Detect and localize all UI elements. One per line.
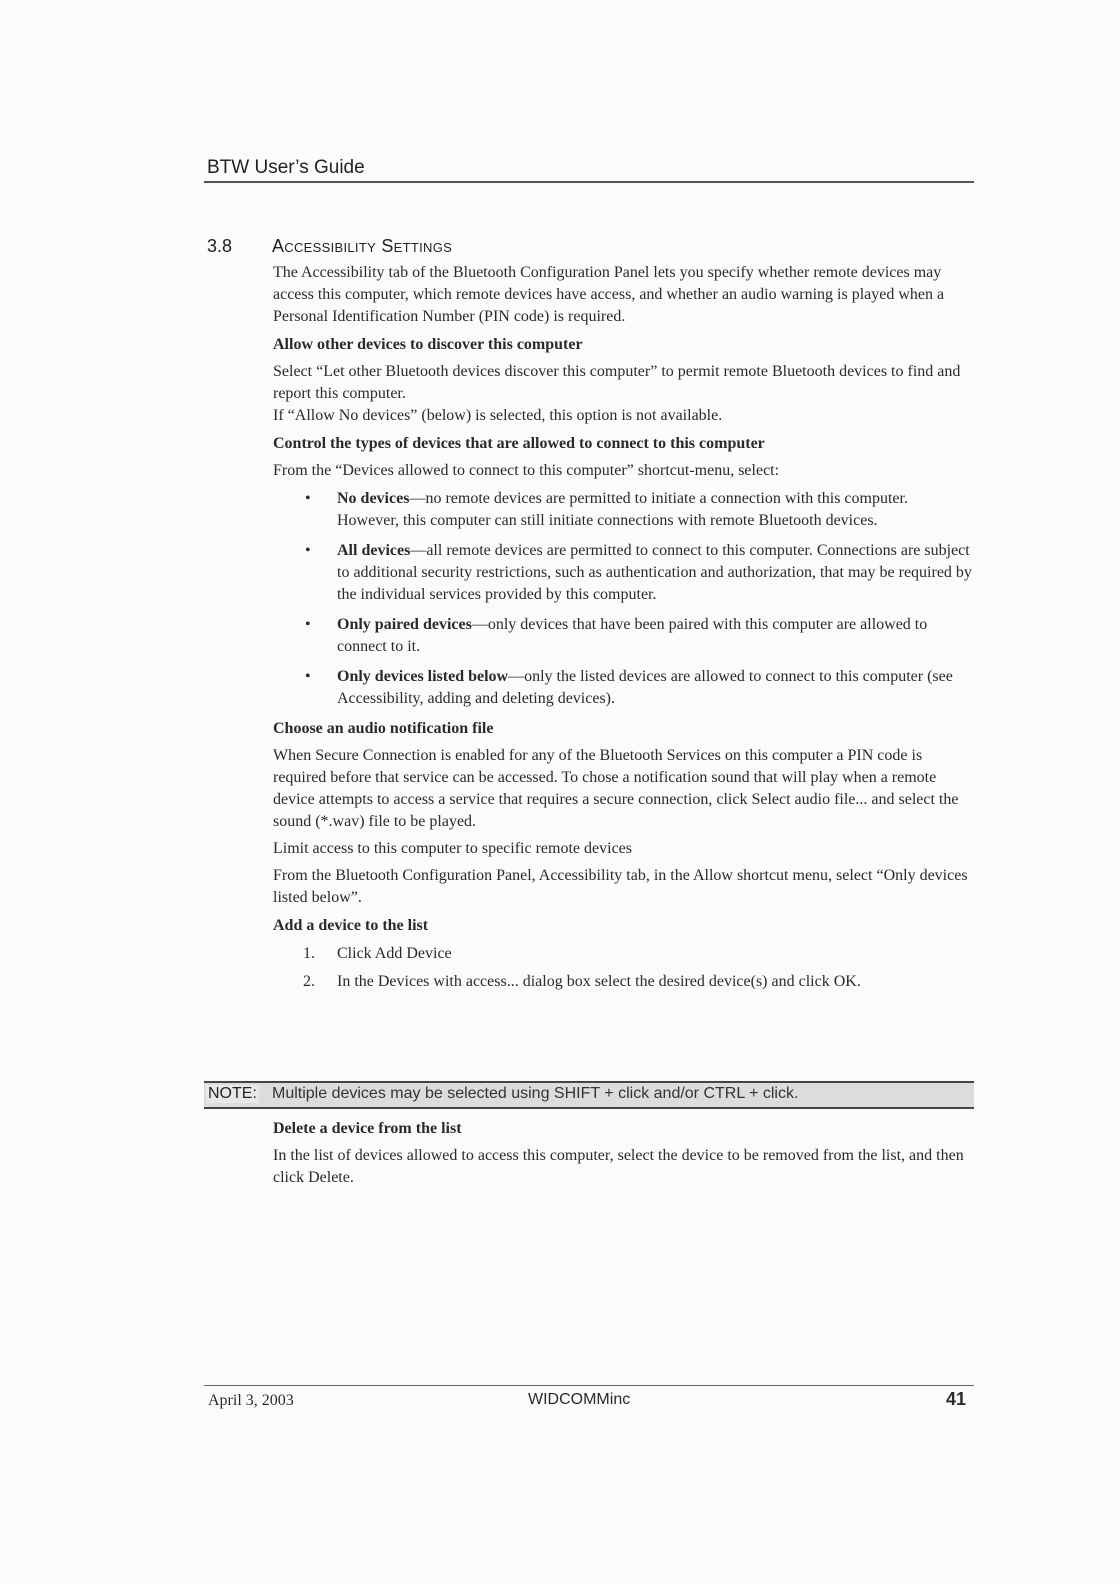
- limit-heading: Limit access to this computer to specific remote devices: [273, 840, 632, 857]
- footer-date: April 3, 2003: [208, 1392, 294, 1409]
- running-header: BTW User’s Guide: [207, 157, 365, 178]
- list-item-term: All devices: [337, 542, 411, 559]
- page-number: 41: [946, 1389, 967, 1409]
- list-item: [273, 666, 973, 710]
- step-number: 1.: [303, 945, 315, 962]
- step-item: [273, 971, 973, 993]
- audio-heading: Choose an audio notification file: [273, 720, 494, 737]
- list-item: [273, 488, 973, 532]
- delete-section: [273, 1118, 973, 1189]
- discover-heading: Allow other devices to discover this computer: [273, 336, 583, 353]
- header-rule: [204, 181, 974, 183]
- step-text: Click Add Device: [337, 945, 452, 962]
- audio-paragraph: When Secure Connection is enabled for any of the Bluetooth Services on this computer a PIN code is required before that service can be accessed. To chose a notification sound that will play when a remote device attempts to access a service that requires a secure connection, click Select audio file... and select the sound (*.wav) file to be played.: [273, 747, 959, 830]
- section-number: 3.8: [207, 236, 233, 256]
- discover-note: If “Allow No devices” (below) is selected, this option is not available.: [273, 407, 723, 424]
- list-item-text: —only the listed devices are allowed to connect to this computer (see Accessibility, adding and deleting devices).: [337, 668, 953, 707]
- list-item-text: —all remote devices are permitted to connect to this computer. Connections are subject to additional security restrictions, such as authentication and authorization, that may be required by the individual services provided by this computer.: [337, 542, 972, 603]
- list-item-term: Only paired devices: [337, 616, 472, 633]
- list-item-term: No devices: [337, 490, 410, 507]
- list-item: [273, 540, 973, 606]
- device-type-list: [273, 488, 973, 710]
- control-heading: Control the types of devices that are allowed to connect to this computer: [273, 435, 765, 452]
- control-intro: From the “Devices allowed to connect to this computer” shortcut-menu, select:: [273, 462, 780, 479]
- note-text: Multiple devices may be selected using SHIFT + click and/or CTRL + click.: [272, 1085, 799, 1102]
- intro-paragraph: The Accessibility tab of the Bluetooth Configuration Panel lets you specify whether remote devices may access this computer, which remote devices have access, and whether an audio warning is played when a Personal Identification Number (PIN code) is required.: [273, 264, 945, 325]
- step-number: 2.: [303, 973, 315, 990]
- add-heading: Add a device to the list: [273, 917, 429, 934]
- bullet-icon: •: [305, 668, 311, 685]
- list-item-text: —only devices that have been paired with this computer are allowed to connect to it.: [337, 616, 928, 655]
- list-item-term: Only devices listed below: [337, 668, 509, 685]
- step-text: In the Devices with access... dialog box select the desired device(s) and click OK.: [337, 973, 861, 990]
- bullet-icon: •: [305, 490, 311, 507]
- note-callout: [204, 1081, 974, 1109]
- add-steps-list: [273, 943, 973, 993]
- step-item: [273, 943, 973, 965]
- discover-paragraph: Select “Let other Bluetooth devices discover this computer” to permit remote Bluetooth devices to find and report this computer.: [273, 363, 961, 402]
- note-label: NOTE:: [208, 1085, 257, 1102]
- section-body: [273, 262, 973, 999]
- footer-rule: [204, 1385, 974, 1386]
- delete-heading: Delete a device from the list: [273, 1120, 462, 1137]
- limit-paragraph: From the Bluetooth Configuration Panel, Accessibility tab, in the Allow shortcut menu, select “Only devices listed below”.: [273, 867, 968, 906]
- list-item: [273, 614, 973, 658]
- bullet-icon: •: [305, 616, 311, 633]
- footer-company: WIDCOMMinc: [528, 1391, 631, 1408]
- section-title: Accessibility Settings: [272, 236, 453, 256]
- bullet-icon: •: [305, 542, 311, 559]
- delete-paragraph: In the list of devices allowed to access this computer, select the device to be removed from the list, and then click Delete.: [273, 1147, 964, 1186]
- list-item-text: —no remote devices are permitted to initiate a connection with this computer. However, this computer can still initiate connections with remote Bluetooth devices.: [337, 490, 908, 529]
